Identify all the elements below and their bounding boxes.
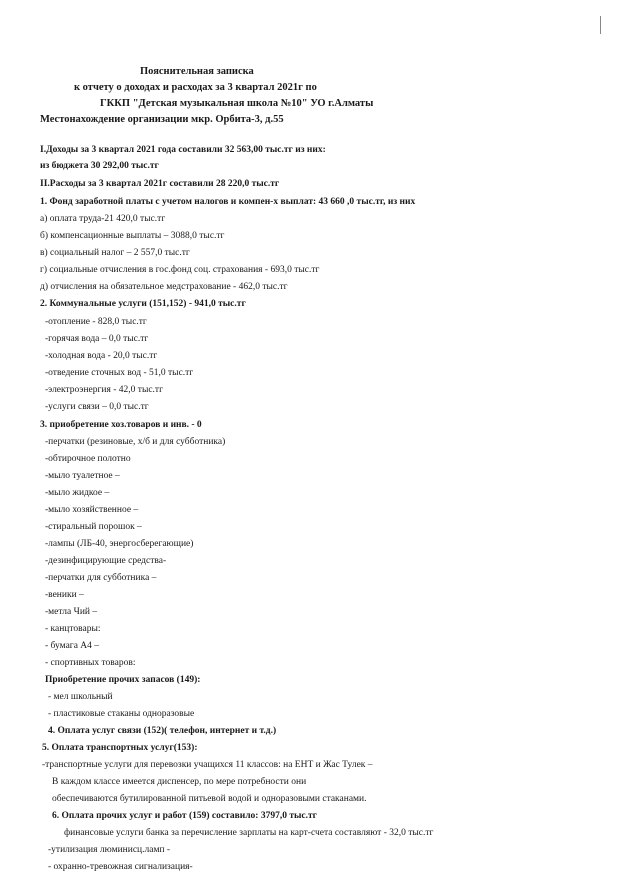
text-line: в) социальный налог – 2 557,0 тыс.тг (40, 248, 190, 258)
scan-edge-mark (600, 16, 605, 34)
text-line: -перчатки для субботника – (45, 573, 157, 583)
section-heading: 6. Оплата прочих услуг и работ (159) составило: 3797,0 тыс.тг (52, 811, 317, 821)
text-line: -холодная вода - 20,0 тыс.тг (45, 351, 158, 361)
text-line: обеспечиваются бутилированной питьевой водой и одноразовыми стаканами. (52, 794, 367, 804)
text-line: а) оплата труда-21 420,0 тыс.тг (40, 214, 166, 224)
text-line: -метла Чий – (45, 607, 98, 617)
text-line: -услуги связи – 0,0 тыс.тг (45, 402, 149, 412)
text-line: -утилизация люминисц.ламп - (48, 845, 171, 855)
text-line: - пластиковые стаканы одноразовые (48, 709, 195, 719)
document-title: Пояснительная записка (140, 66, 254, 77)
text-line: -стиральный порошок – (45, 522, 142, 532)
text-line: -обтирочное полотно (45, 454, 131, 464)
text-line: - мел школьный (48, 692, 113, 702)
text-line: В каждом классе имеется диспенсер, по мере потребности они (52, 777, 307, 787)
text-line: г) социальные отчисления в гос.фонд соц. страхования - 693,0 тыс.тг (40, 265, 320, 275)
section-heading: II.Расходы за 3 квартал 2021г составили 28 220,0 тыс.тг (40, 179, 280, 189)
section-heading: 3. приобретение хоз.товаров и инв. - 0 (40, 420, 202, 430)
organization-name: ГККП "Детская музыкальная школа №10" УО г.Алматы (100, 98, 374, 109)
text-line: -лампы (ЛБ-40, энергосберегающие) (45, 539, 194, 549)
text-line: -транспортные услуги для перевозки учащихся 11 классов: на ЕНТ и Жас Тулек – (42, 760, 373, 770)
text-line: -отведение сточных вод - 51,0 тыс.тг (45, 368, 194, 378)
text-line: -электроэнергия - 42,0 тыс.тг (45, 385, 163, 395)
text-line: -горячая вода – 0,0 тыс.тг (45, 334, 149, 344)
text-line: -перчатки (резиновые, х/б и для субботника) (45, 437, 226, 447)
text-line: -мыло жидкое – (45, 488, 110, 498)
section-heading: I.Доходы за 3 квартал 2021 года составили 32 563,00 тыс.тг из них: (40, 145, 326, 155)
section-heading: из бюджета 30 292,00 тыс.тг (40, 161, 159, 171)
text-line: - спортивных товаров: (45, 658, 136, 668)
text-line: - канцтовары: (45, 624, 101, 634)
text-line: - охранно-тревожная сигнализация- (48, 862, 193, 872)
section-heading: Приобретение прочих запасов (149): (45, 675, 201, 685)
text-line: -дезинфицирующие средства- (45, 556, 167, 566)
text-line: -мыло туалетное – (45, 471, 120, 481)
organization-address: Местонахождение организации мкр. Орбита-3, д.55 (40, 114, 284, 125)
section-heading: 1. Фонд заработной платы с учетом налогов и компен-х выплат: 43 660 ,0 тыс.тг, из них (40, 197, 416, 207)
text-line: - бумага А4 – (45, 641, 100, 651)
section-heading: 5. Оплата транспортных услуг(153): (42, 743, 198, 753)
document-subtitle: к отчету о доходах и расходах за 3 квартал 2021г по (74, 82, 317, 93)
section-heading: 2. Коммунальные услуги (151,152) - 941,0 тыс.тг (40, 299, 246, 309)
text-line: -мыло хозяйственное – (45, 505, 139, 515)
text-line: -отопление - 828,0 тыс.тг (45, 317, 147, 327)
text-line: б) компенсационные выплаты – 3088,0 тыс.тг (40, 231, 225, 241)
text-line: финансовые услуги банка за перечисление зарплаты на карт-счета составляют - 32,0 тыс.тг (64, 828, 434, 838)
text-line: д) отчисления на обязательное медстрахование - 462,0 тыс.тг (40, 282, 288, 292)
text-line: -веники – (45, 590, 84, 600)
section-heading: 4. Оплата услуг связи (152)( телефон, интернет и т.д.) (48, 726, 277, 736)
